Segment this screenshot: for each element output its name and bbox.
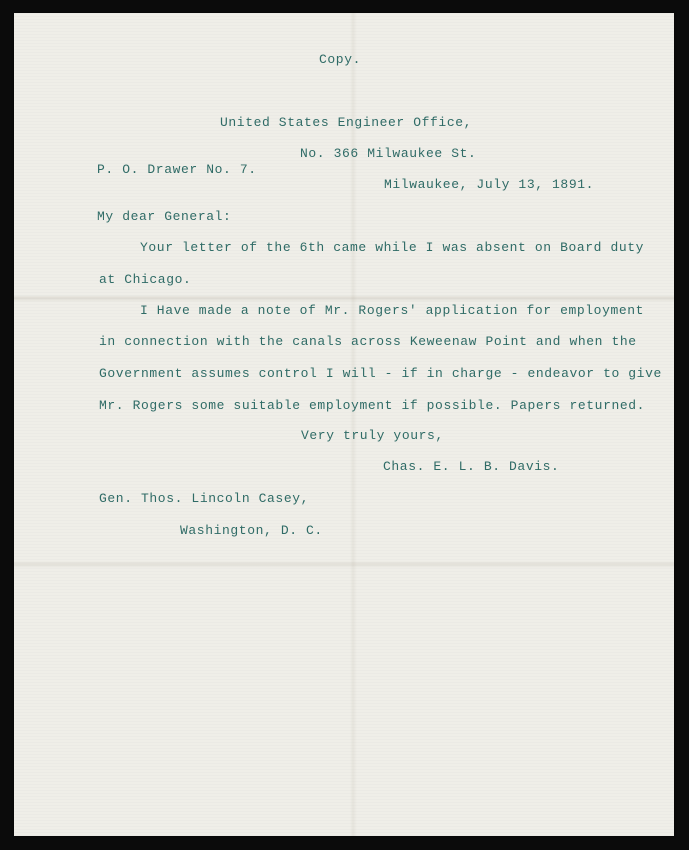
recipient-place: Washington, D. C. — [180, 523, 323, 538]
recipient-name: Gen. Thos. Lincoln Casey, — [99, 491, 310, 506]
body-line-5: Government assumes control I will - if in charge - endeavor to give — [99, 366, 662, 381]
signature: Chas. E. L. B. Davis. — [383, 459, 560, 474]
copy-heading: Copy. — [319, 52, 362, 67]
body-line-4: in connection with the canals across Keweenaw Point and when the — [99, 334, 637, 349]
salutation: My dear General: — [97, 209, 232, 224]
letter-date: Milwaukee, July 13, 1891. — [384, 177, 595, 192]
letter-page — [14, 13, 674, 836]
street-address: No. 366 Milwaukee St. — [300, 146, 477, 161]
body-line-3: I Have made a note of Mr. Rogers' application for employment — [140, 303, 645, 318]
po-drawer: P. O. Drawer No. 7. — [97, 162, 257, 177]
body-line-2: at Chicago. — [99, 272, 192, 287]
office-line: United States Engineer Office, — [220, 115, 473, 130]
body-line-1: Your letter of the 6th came while I was absent on Board duty — [140, 240, 645, 255]
body-line-6: Mr. Rogers some suitable employment if possible. Papers returned. — [99, 398, 646, 413]
closing: Very truly yours, — [301, 428, 444, 443]
